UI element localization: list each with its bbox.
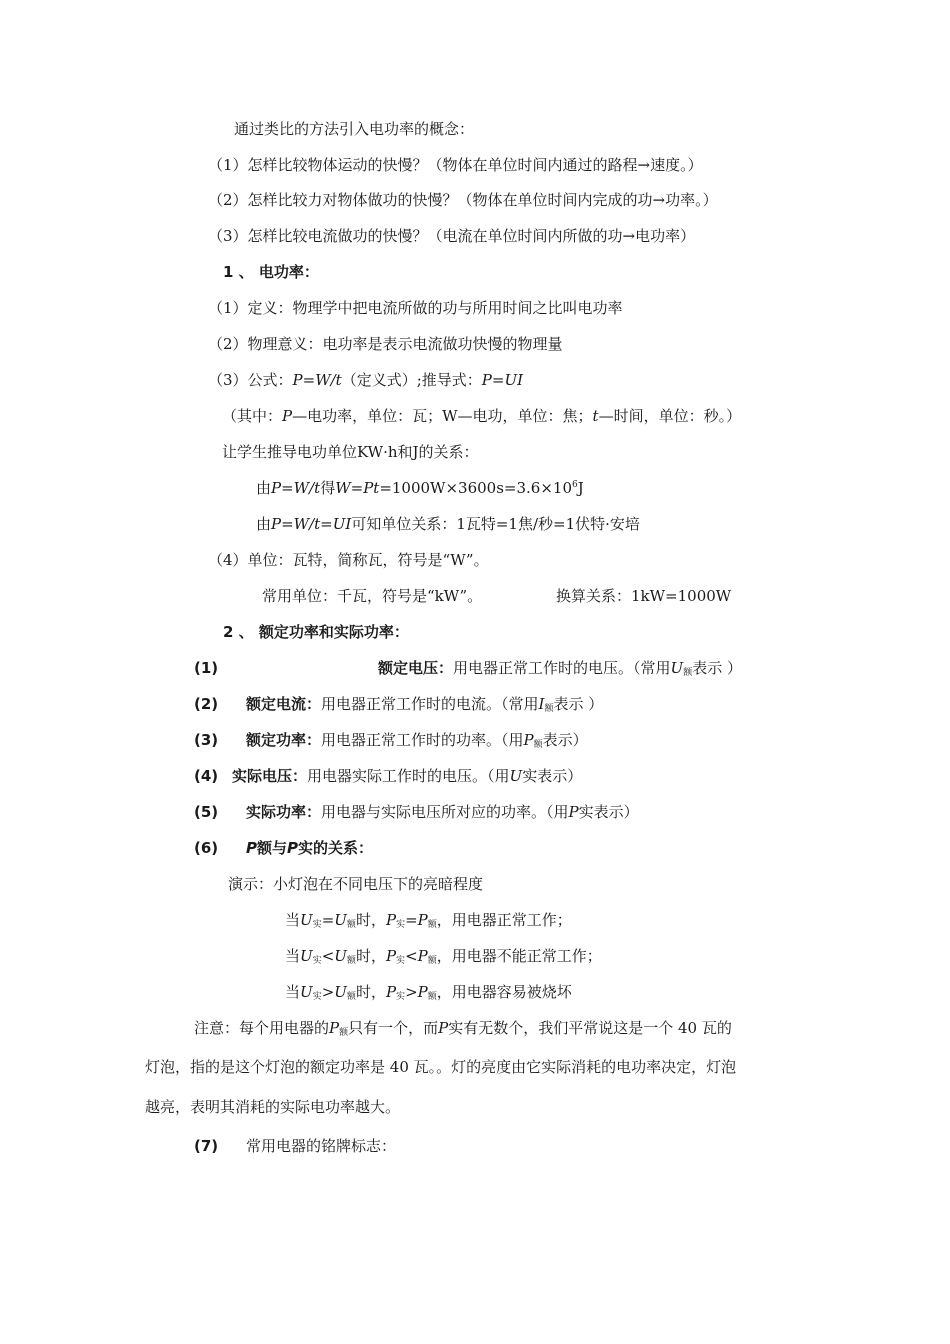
formula-definition: P=W/t xyxy=(292,371,342,389)
item-1-text: 用电器正常工作时的电压。（常用 xyxy=(453,659,671,677)
case-2 xyxy=(285,946,602,966)
case-1-s3: 实 xyxy=(396,920,406,930)
formula-line xyxy=(208,370,523,390)
case-3-res: ，用电器容易被烧坏 xyxy=(436,983,572,1001)
item-3-text: 用电器正常工作时的功率。（用 xyxy=(321,731,524,749)
case-3-u: U xyxy=(300,983,313,1001)
case-1-s4: 额 xyxy=(427,920,437,930)
item-1-term: 额定电压： xyxy=(378,659,454,677)
case-3-op1: > xyxy=(321,983,335,1001)
item-4-sym: U xyxy=(509,767,523,785)
item-3-term: 额定功率： xyxy=(246,731,322,749)
where-p-desc: —电功率，单位：瓦；W—电功，单位：焦； xyxy=(292,407,593,425)
note-a: 注意：每个用电器的 xyxy=(194,1019,330,1037)
note-line-3: 越亮，表明其消耗的实际电功率越大。 xyxy=(145,1098,401,1116)
derive-line-2 xyxy=(256,514,640,534)
case-1-pre: 当 xyxy=(285,911,301,929)
case-1-mid: 时， xyxy=(355,911,386,929)
case-1-op1: = xyxy=(321,911,335,929)
item-2-sym: I xyxy=(538,695,545,713)
symbol-p: P xyxy=(282,407,293,425)
derive1-mid: 得 xyxy=(320,479,336,497)
question-3: （3）怎样比较电流做功的快慢？（电流在单位时间内所做的功→电功率） xyxy=(208,227,696,245)
item-4-term: 实际电压： xyxy=(232,767,308,785)
item-4-text: 用电器实际工作时的电压。（用 xyxy=(307,767,510,785)
item-2-term: 额定电流： xyxy=(246,695,322,713)
case-3-s1: 实 xyxy=(312,992,322,1002)
where-line xyxy=(222,406,741,426)
case-2-s4: 额 xyxy=(427,956,437,966)
note-c: 实有无数个，我们平常说这是一个 40 瓦的 xyxy=(448,1019,732,1037)
meaning-line: （2）物理意义：电功率是表示电流做功快慢的物理量 xyxy=(208,335,563,353)
question-1: （1）怎样比较物体运动的快慢？（物体在单位时间内通过的路程→速度。） xyxy=(208,156,703,174)
case-3-pre: 当 xyxy=(285,983,301,1001)
case-2-op2: < xyxy=(405,947,418,965)
derive1-eq1: P=W/t xyxy=(271,479,321,497)
derive1-eq2: W=Pt xyxy=(335,479,380,497)
derive-line-1 xyxy=(256,478,584,498)
section-1-heading: 1 、 电功率： xyxy=(223,263,319,281)
case-2-s3: 实 xyxy=(396,956,406,966)
item-5-number: (5) xyxy=(194,803,219,821)
item-3-sub: 额 xyxy=(533,740,543,750)
derive1-unit: J xyxy=(577,479,584,497)
derive-intro: 让学生推导电功单位KW·h和J的关系： xyxy=(222,443,479,461)
item-4-number: (4) xyxy=(194,767,219,785)
where-t-desc: —时间，单位：秒。） xyxy=(598,407,742,425)
case-1-u: U xyxy=(300,911,313,929)
case-2-u2: U xyxy=(334,947,347,965)
item-6 xyxy=(194,838,373,858)
item-3 xyxy=(194,730,588,750)
case-3 xyxy=(285,982,572,1002)
case-1 xyxy=(285,910,572,930)
case-2-mid: 时， xyxy=(355,947,386,965)
item-6-t1: 额与 xyxy=(257,839,288,857)
case-2-u: U xyxy=(300,947,313,965)
item-1-sub: 额 xyxy=(683,668,693,678)
case-1-op2: = xyxy=(405,911,418,929)
case-1-u2: U xyxy=(334,911,347,929)
note-line-1 xyxy=(194,1018,732,1038)
item-3-sym: P xyxy=(523,731,534,749)
case-2-pre: 当 xyxy=(285,947,301,965)
item-5 xyxy=(194,802,639,822)
item-1-tail: 表示 ） xyxy=(692,659,742,677)
case-2-s1: 实 xyxy=(312,956,322,966)
note-p1: P xyxy=(329,1019,340,1037)
item-7-number: (7) xyxy=(194,1137,219,1155)
case-1-s1: 实 xyxy=(312,920,322,930)
item-6-sym2: P xyxy=(287,839,299,857)
formula-derived: P=UI xyxy=(481,371,524,389)
item-6-t2: 实的关系： xyxy=(298,839,374,857)
item-2-sub: 额 xyxy=(544,704,554,714)
case-1-res: ，用电器正常工作； xyxy=(436,911,572,929)
case-2-op1: < xyxy=(321,947,335,965)
note-p2: P xyxy=(438,1019,449,1037)
case-1-p2: P xyxy=(417,911,428,929)
derive1-pre: 由 xyxy=(256,479,272,497)
note-line-2: 灯泡，指的是这个灯泡的额定功率是 40 瓦。。灯的亮度由它实际消耗的电功率决定，灯泡 xyxy=(145,1058,737,1076)
case-3-p2: P xyxy=(417,983,428,1001)
item-1 xyxy=(378,658,742,678)
case-3-s3: 实 xyxy=(396,992,406,1002)
item-2-number: (2) xyxy=(194,695,219,713)
case-3-mid: 时， xyxy=(355,983,386,1001)
case-3-op2: > xyxy=(405,983,418,1001)
case-3-p: P xyxy=(385,983,397,1001)
section-2-heading: 2 、 额定功率和实际功率： xyxy=(223,623,409,641)
case-1-s2: 额 xyxy=(346,920,356,930)
demo-line: 演示：小灯泡在不同电压下的亮暗程度 xyxy=(228,875,484,893)
item-2-text: 用电器正常工作时的电流。（常用 xyxy=(321,695,539,713)
derive1-val: =1000W×3600s=3.6×10 xyxy=(379,479,572,497)
case-2-p: P xyxy=(385,947,397,965)
case-3-s2: 额 xyxy=(346,992,356,1002)
item-3-tail: 表示） xyxy=(542,731,588,749)
item-5-text: 用电器与实际电压所对应的功率。（用 xyxy=(321,803,569,821)
derive2-rest: 可知单位关系：1瓦特=1焦/秒=1伏特·安培 xyxy=(351,515,640,533)
formula-note: （定义式）;推导式： xyxy=(341,371,482,389)
item-4 xyxy=(194,766,582,786)
item-1-sym: U xyxy=(670,659,684,677)
question-2: （2）怎样比较力对物体做功的快慢？（物体在单位时间内完成的功→功率。） xyxy=(208,191,718,209)
unit-line: （4）单位：瓦特，简称瓦，符号是“W”。 xyxy=(208,551,489,569)
symbol-t: t xyxy=(592,407,599,425)
definition-line: （1）定义：物理学中把电流所做的功与所用时间之比叫电功率 xyxy=(208,299,623,317)
item-5-tail: 实表示） xyxy=(578,803,639,821)
item-7-text: 常用电器的铭牌标志： xyxy=(246,1137,397,1155)
conversion: 换算关系：1kW=1000W xyxy=(556,587,732,605)
derive1-exp: 6 xyxy=(572,480,578,490)
item-3-number: (3) xyxy=(194,731,219,749)
case-3-u2: U xyxy=(334,983,347,1001)
item-5-term: 实际功率： xyxy=(246,803,322,821)
item-2 xyxy=(194,694,603,714)
item-7 xyxy=(194,1136,396,1156)
case-2-res: ，用电器不能正常工作； xyxy=(436,947,602,965)
item-1-number: (1) xyxy=(194,659,219,677)
item-2-tail: 表示 ） xyxy=(553,695,604,713)
case-3-s4: 额 xyxy=(427,992,437,1002)
item-5-sym: P xyxy=(568,803,579,821)
formula-prefix: （3）公式： xyxy=(208,371,293,389)
case-1-p: P xyxy=(385,911,397,929)
item-6-number: (6) xyxy=(194,839,219,857)
derive2-pre: 由 xyxy=(256,515,272,533)
note-s1: 额 xyxy=(339,1028,349,1038)
note-b: 只有一个，而 xyxy=(348,1019,439,1037)
common-unit: 常用单位：千瓦，符号是“kW”。 xyxy=(262,587,483,605)
item-6-sym1: P xyxy=(246,839,257,857)
case-2-p2: P xyxy=(417,947,428,965)
where-open: （其中： xyxy=(222,407,283,425)
case-2-s2: 额 xyxy=(346,956,356,966)
intro-text: 通过类比的方法引入电功率的概念： xyxy=(234,120,475,138)
derive2-eq: P=W/t=UI xyxy=(271,515,352,533)
item-4-tail: 实表示） xyxy=(522,767,583,785)
